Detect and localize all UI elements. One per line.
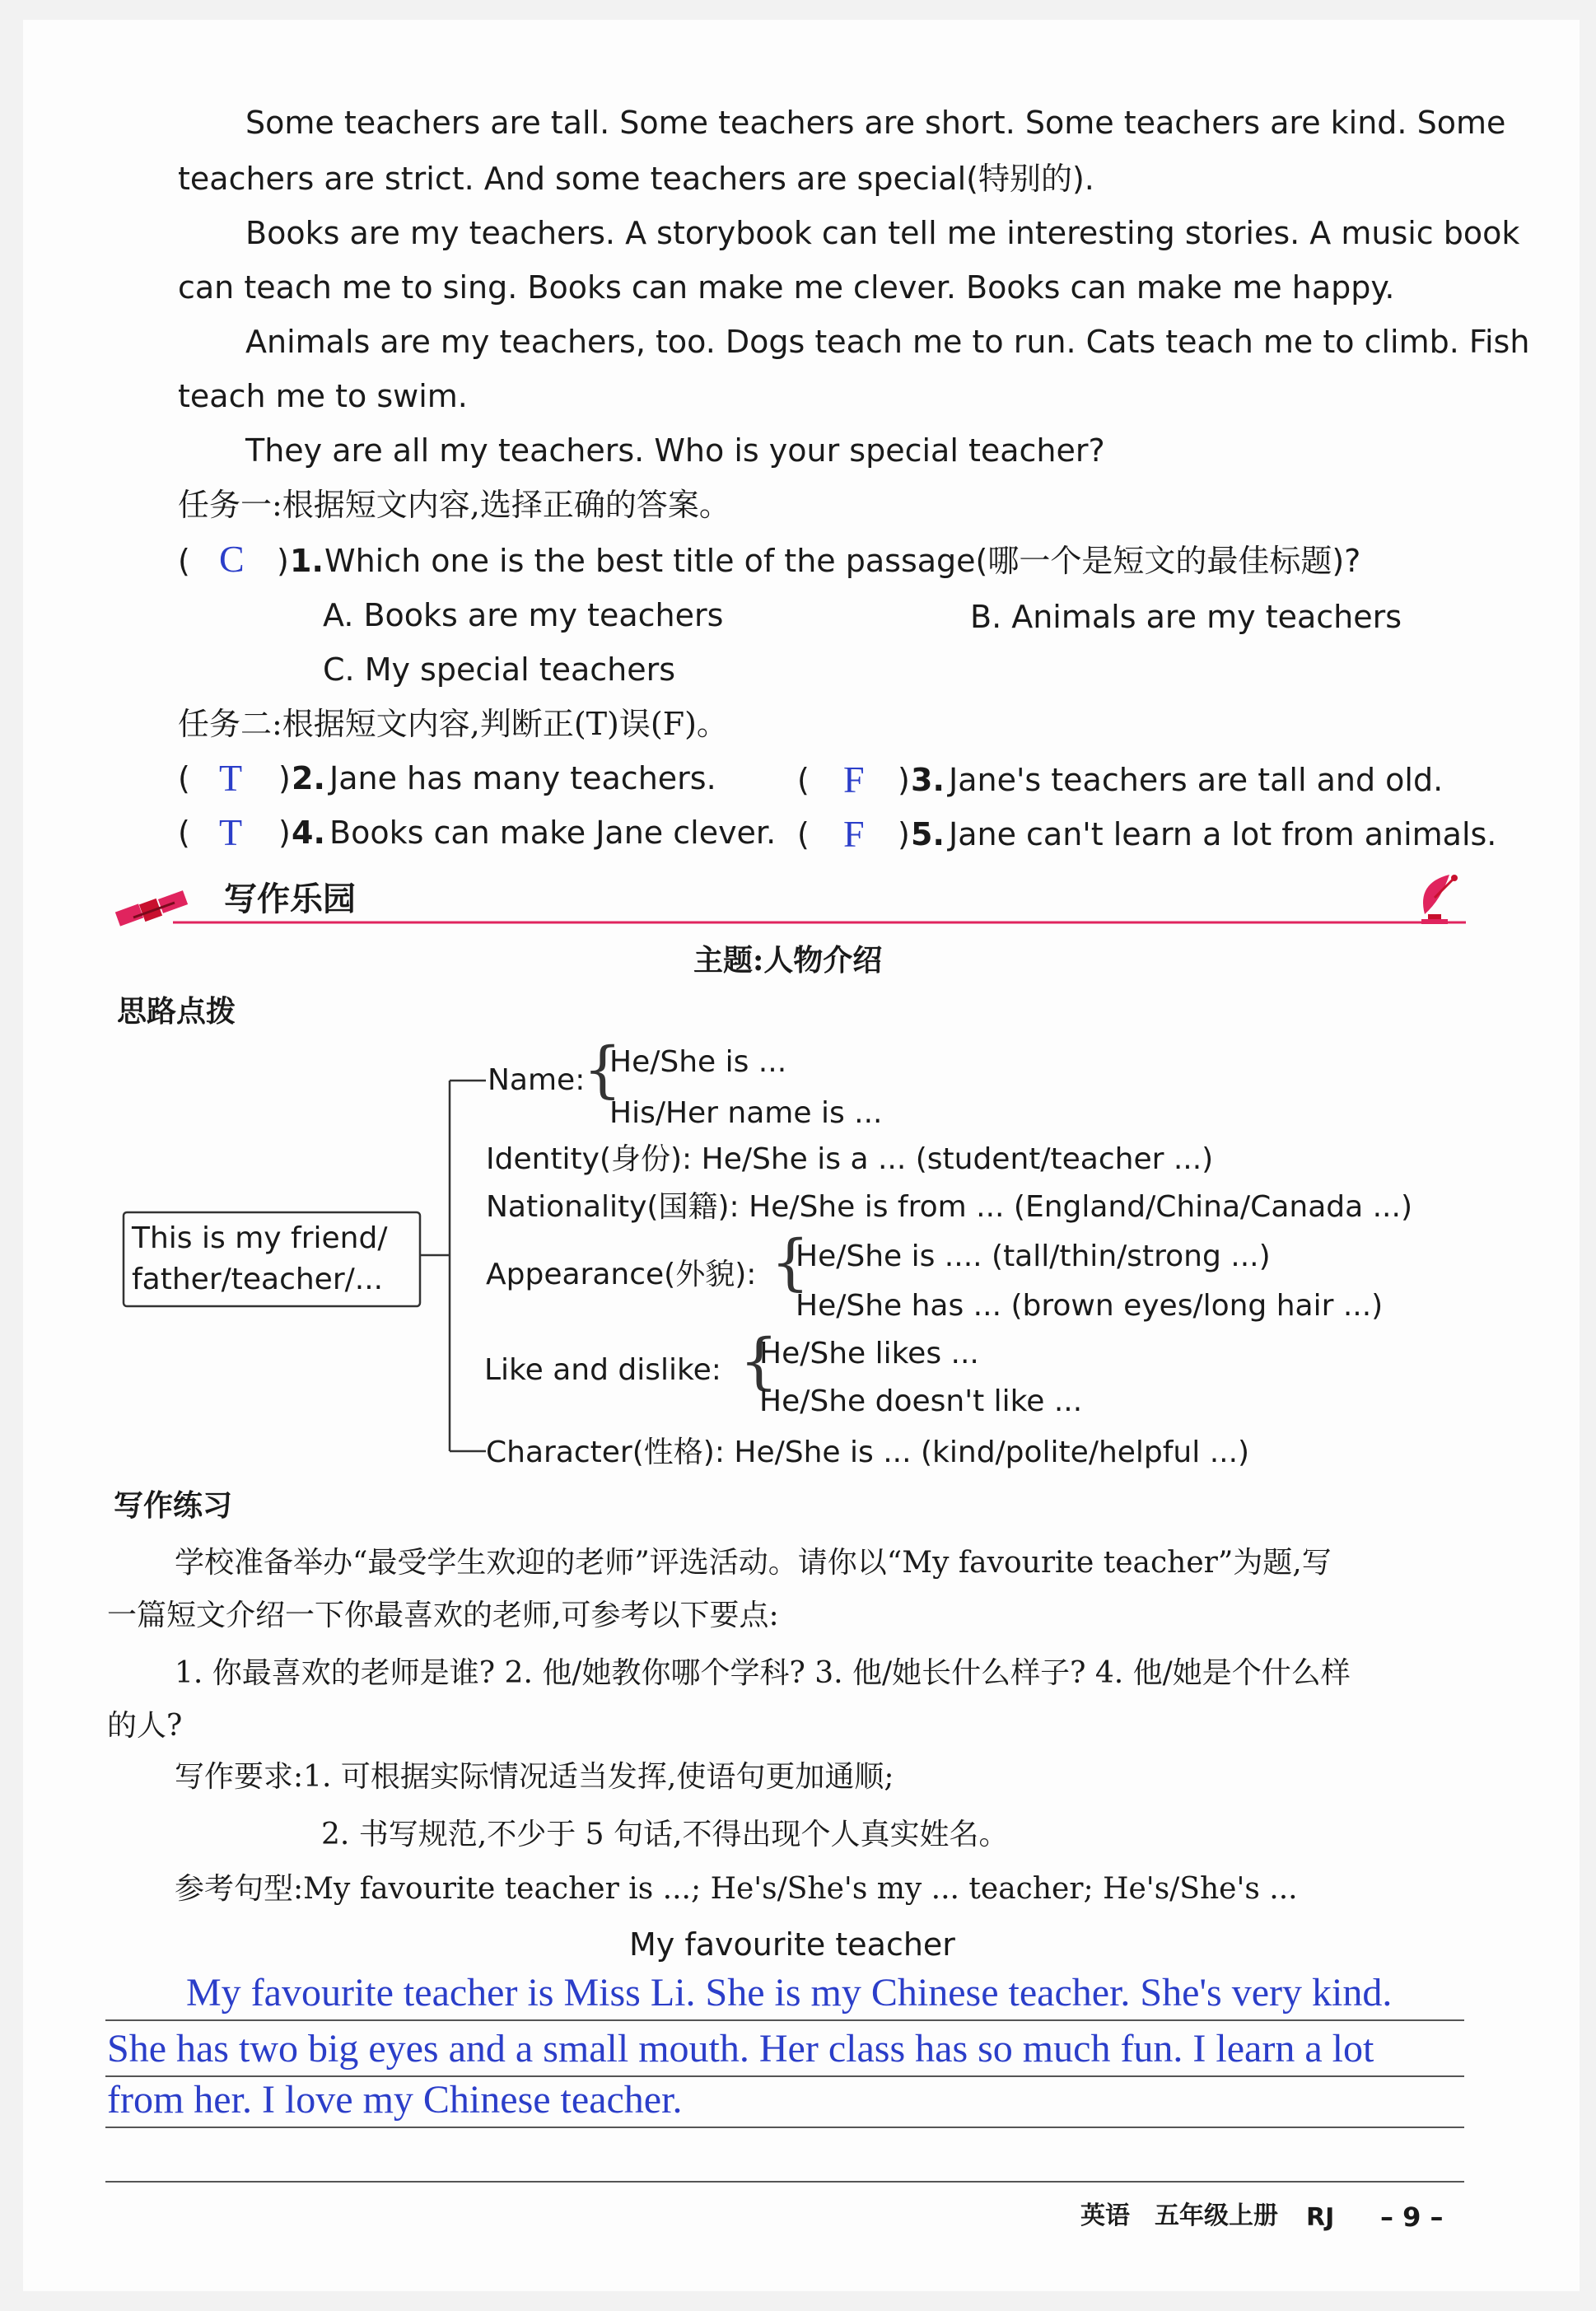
identity-line: Identity(身份): He/She is a ... (student/teacher ...) [486,1142,1214,1176]
q1-question: Which one is the best title of the passage(哪一个是短文的最佳标题)? [324,543,1361,579]
root-line2: father/teacher/... [132,1263,384,1296]
practice-intro-line1: 学校准备举办“最受学生欢迎的老师”评选活动。请你以“My favourite teacher”为题,写 [175,1546,1332,1580]
like-option-1: He/She likes ... [759,1337,979,1370]
footer-grade: 五年级上册 [1155,2201,1278,2230]
section-title: 写作乐园 [224,880,356,918]
task1-title: 任务一:根据短文内容,选择正确的答案。 [178,487,730,523]
q5-number: 5. [911,816,945,852]
like-dislike-label: Like and dislike: [484,1353,721,1387]
name-label: Name: [488,1063,586,1097]
q4-number: 4. [292,815,325,851]
q1-option-c: C. My special teachers [323,651,676,688]
q1-close-paren: ) [277,543,289,579]
q1-open-paren: ( [178,543,190,579]
q4-open-paren: ( [178,815,190,851]
thinking-heading: 思路点拨 [117,994,236,1029]
practice-heading: 写作练习 [114,1488,233,1523]
writing-line-2 [105,2075,1464,2077]
q3-answer: F [843,759,865,801]
reference-pattern: 参考句型:My favourite teacher is ...; He's/She's my ... teacher; He's/She's ... [175,1872,1298,1906]
passage-p2-line1: Books are my teachers. A storybook can tell me interesting stories. A music book [245,215,1520,251]
q1-option-b: B. Animals are my teachers [970,599,1402,635]
topic-title: 主题:人物介绍 [693,943,883,978]
footer-edition: RJ [1306,2203,1335,2232]
q1-number: 1. [290,543,324,579]
passage-p1-line2: teachers are strict. And some teachers are special(特别的). [178,161,1094,197]
practice-points-line1: 1. 你最喜欢的老师是谁? 2. 他/她教你哪个学科? 3. 他/她长什么样子? 4. 他/她是个什么样 [175,1656,1351,1690]
q3-close-paren: ) [898,762,910,798]
essay-line-1: My favourite teacher is Miss Li. She is my Chinese teacher. She's very kind. [186,1971,1393,2015]
practice-points-line2: 的人? [107,1709,183,1743]
name-option-1: He/She is ... [609,1045,787,1079]
requirement-1: 写作要求:1. 可根据实际情况适当发挥,使语句更加通顺; [175,1760,894,1794]
practice-intro-line2: 一篇短文介绍一下你最喜欢的老师,可参考以下要点: [107,1599,779,1632]
page-number: – 9 – [1380,2201,1444,2233]
essay-title: My favourite teacher [629,1926,955,1963]
q2-close-paren: ) [278,760,291,796]
writing-line-1 [105,2019,1464,2021]
passage-p1-line1: Some teachers are tall. Some teachers are short. Some teachers are kind. Some [245,105,1506,141]
root-line1: This is my friend/ [132,1221,388,1255]
appearance-option-2: He/She has ... (brown eyes/long hair ...) [796,1289,1384,1323]
essay-line-2: She has two big eyes and a small mouth. Her class has so much fun. I learn a lot [107,2027,1374,2071]
footer-subject: 英语 [1080,2201,1130,2230]
q5-open-paren: ( [797,816,810,852]
appearance-label: Appearance(外貌): [486,1258,757,1291]
passage-p3-line2: teach me to swim. [178,378,468,414]
like-brace: { [740,1326,779,1397]
q3-number: 3. [911,762,945,798]
appearance-brace: { [771,1227,810,1298]
nationality-line: Nationality(国籍): He/She is from ... (England/China/Canada ...) [486,1190,1412,1224]
q5-answer: F [843,813,865,855]
q5-statement: Jane can't learn a lot from animals. [949,816,1497,852]
name-brace: { [583,1034,623,1105]
task2-title: 任务二:根据短文内容,判断正(T)误(F)。 [178,706,728,742]
character-line: Character(性格): He/She is ... (kind/polite/helpful ...) [486,1436,1250,1469]
passage-p2-line2: can teach me to sing. Books can make me clever. Books can make me happy. [178,269,1395,306]
q4-answer: T [219,811,243,853]
like-option-2: He/She doesn't like ... [759,1384,1083,1418]
q4-statement: Books can make Jane clever. [329,815,777,851]
requirement-2: 2. 书写规范,不少于 5 句话,不得出现个人真实姓名。 [321,1818,1009,1851]
q2-statement: Jane has many teachers. [329,760,716,796]
q3-statement: Jane's teachers are tall and old. [949,762,1444,798]
q1-answer: C [219,538,245,580]
appearance-option-1: He/She is .... (tall/thin/strong ...) [796,1240,1271,1273]
q4-close-paren: ) [278,815,291,851]
q2-number: 2. [292,760,325,796]
writing-line-4 [105,2181,1464,2183]
q1-option-a: A. Books are my teachers [323,597,724,633]
q3-open-paren: ( [797,762,810,798]
q2-answer: T [219,757,243,799]
passage-p3-line1: Animals are my teachers, too. Dogs teach me to run. Cats teach me to climb. Fish [245,324,1530,360]
writing-line-3 [105,2127,1464,2128]
essay-line-3: from her. I love my Chinese teacher. [107,2078,683,2122]
name-option-2: His/Her name is ... [609,1096,883,1130]
passage-p4: They are all my teachers. Who is your special teacher? [245,432,1105,469]
q2-open-paren: ( [178,760,190,796]
q5-close-paren: ) [898,816,910,852]
